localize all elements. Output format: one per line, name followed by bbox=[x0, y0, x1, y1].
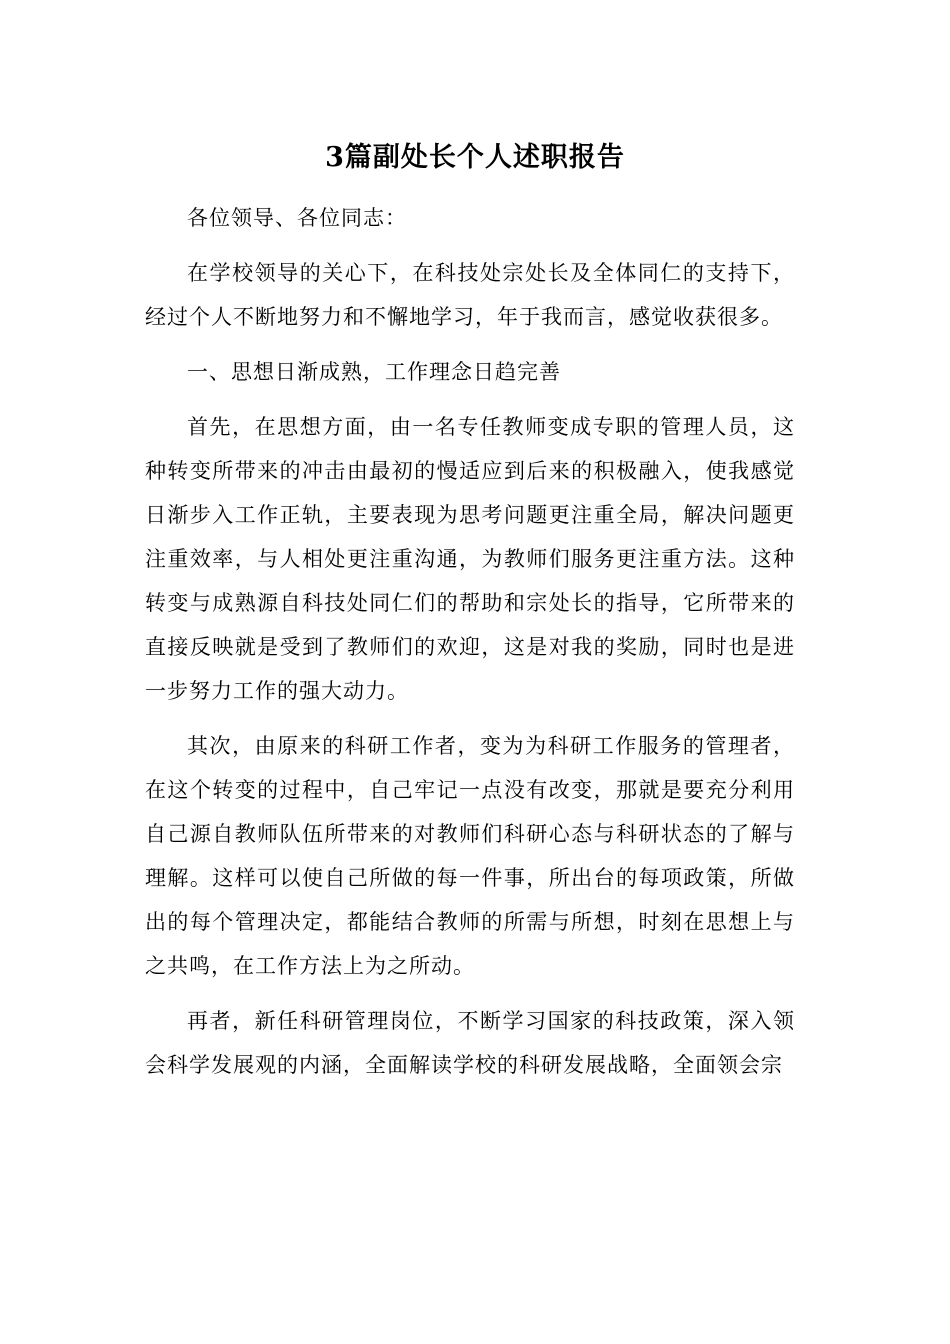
body-paragraph: 其次，由原来的科研工作者，变为为科研工作服务的管理者，在这个转变的过程中，自己牢记一点没有改变，那就是要充分利用自己源自教师队伍所带来的对教师们科研心态与科研状态的了解与理解。这样可以使自己所做的每一件事，所出台的每项政策，所做出的每个管理决定，都能结合教师的所需与所想，时刻在思想上与之共鸣，在工作方法上为之所动。 bbox=[145, 734, 795, 978]
section-heading: 一、思想日渐成熟，工作理念日趋完善 bbox=[187, 360, 561, 384]
document-title: 3篇副处长个人述职报告 bbox=[325, 142, 625, 173]
salutation-paragraph: 各位领导、各位同志： bbox=[187, 206, 407, 230]
intro-paragraph: 在学校领导的关心下，在科技处宗处长及全体同仁的支持下，经过个人不断地努力和不懈地学习，年于我而言，感觉收获很多。 bbox=[145, 261, 795, 329]
document-body bbox=[145, 196, 795, 1098]
body-paragraph: 再者，新任科研管理岗位，不断学习国家的科技政策，深入领会科学发展观的内涵，全面解读学校的科研发展战略，全面领会宗 bbox=[145, 1009, 795, 1077]
body-paragraph: 首先，在思想方面，由一名专任教师变成专职的管理人员，这种转变所带来的冲击由最初的慢适应到后来的积极融入，使我感觉日渐步入工作正轨，主要表现为思考问题更注重全局，解决问题更注重效率，与人相处更注重沟通，为教师们服务更注重方法。这种转变与成熟源自科技处同仁们的帮助和宗处长的指导，它所带来的直接反映就是受到了教师们的欢迎，这是对我的奖励，同时也是进一步努力工作的强大动力。 bbox=[145, 415, 795, 703]
